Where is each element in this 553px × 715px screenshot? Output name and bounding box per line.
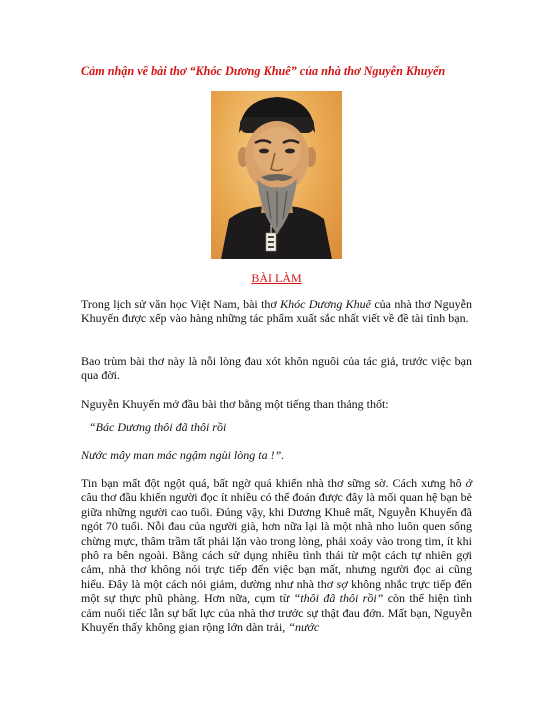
poem-title-italic: Khóc Dương Khuê [280, 297, 372, 311]
quote-italic: “nước [288, 620, 320, 635]
text-run-italic: ở [465, 476, 472, 490]
quote-italic: “thôi đã thôi rồi” [293, 591, 384, 606]
text-run: còn thể hiện tình cảm nuối tiếc lẫn sự bất lực của nhà thơ trước sự thật đau đớn. Mất bạn, Nguyễn Khuyến thấy không gian rộng lớn dàn trải, [81, 591, 473, 635]
paragraph-opening: Nguyễn Khuyến mở đầu bài thơ bằng một tiếng than thảng thốt: [81, 397, 389, 411]
verse-line-1: “Bác Dương thôi đã thôi rồi [89, 420, 227, 434]
text-run: Trong lịch sử văn học Việt Nam, bài thơ [81, 297, 281, 311]
document-title: Cảm nhận về bài thơ “Khóc Dương Khuê” của nhà thơ Nguyễn Khuyến [81, 64, 446, 78]
paragraph-intro [81, 297, 472, 326]
paragraph-theme: Bao trùm bài thơ này là nỗi lòng đau xót khôn nguôi của tác giả, trước việc bạn qua đời. [81, 354, 472, 383]
verse-line-2: Nước mây man mác ngậm ngùi lòng ta !”. [81, 448, 285, 462]
text-run: Tin bạn mất đột ngột quá, bất ngờ quá khiến nhà thơ sững sờ. Cách xưng hô [81, 476, 466, 490]
text-run: của nhà thơ Nguyễn Khuyến được xếp vào hàng những tác phẩm xuất sắc nhất viết về đề tài tình bạn. [81, 297, 472, 326]
text-run-italic: sợ [336, 576, 348, 591]
text-run: không nhắc trực tiếp đến một sự thực phũ phàng. Hơn nữa, cụm từ [81, 576, 472, 606]
paragraph-analysis [81, 476, 472, 634]
section-heading: BÀI LÀM [251, 271, 302, 285]
portrait-image [211, 91, 342, 259]
text-run: câu thơ đầu khiến người đọc ít nhiều có thể đoán được đây là mối quan hệ bạn bè giữa những người cao tuổi. Đúng vậy, khi Dương Khuê mất, Nguyễn Khuyến đã ngót 70 tuổi. Nỗi đau của người già, hơn nữa lại là một nhà nho luôn quen sống chừng mực, thâm trầm tất phải lặn vào trong lòng, phải xoáy vào trong tim, ít khi phô ra bên ngoài. Bằng cách sử dụng nhiều tình thái từ một cách tự nhiên gợi cảm, nhà thơ không nói trực tiếp đến việc bạn mất, nhưng người đọc ai cũng hiểu. Đây là một cách nói giảm, dường như nhà thơ [81, 490, 472, 591]
portrait-illustration [211, 91, 342, 259]
